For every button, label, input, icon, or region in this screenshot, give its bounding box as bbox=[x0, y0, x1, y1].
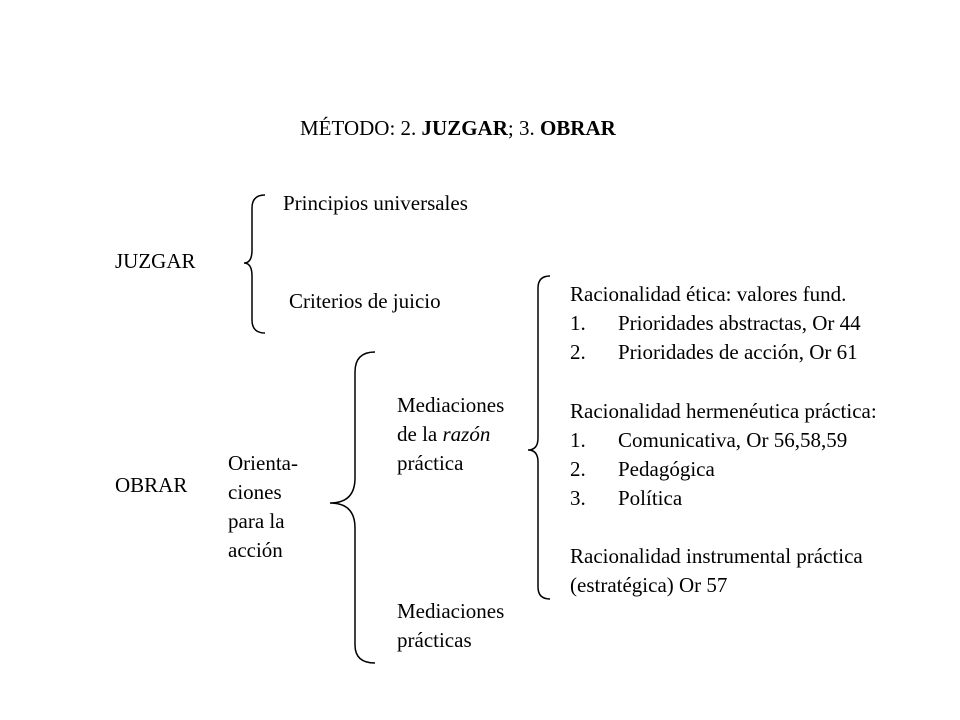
list-item: 3. Política bbox=[570, 486, 683, 510]
list-item: 1. Prioridades abstractas, Or 44 bbox=[570, 311, 861, 335]
mediaciones-razon-line bbox=[397, 420, 490, 449]
orientaciones-brace bbox=[330, 352, 375, 663]
list-item: 2. Prioridades de acción, Or 61 bbox=[570, 340, 858, 364]
criterios-de-juicio: Criterios de juicio bbox=[289, 289, 441, 313]
principios-universales: Principios universales bbox=[283, 191, 468, 215]
orientaciones-line: acción bbox=[228, 538, 283, 562]
mediaciones-practicas-line: Mediaciones bbox=[397, 599, 505, 623]
mediaciones-razon-line: Mediaciones bbox=[397, 393, 505, 417]
racionalidad-hermeneutica-heading: Racionalidad hermenéutica práctica: bbox=[570, 399, 877, 423]
mediaciones-razon-line: práctica bbox=[397, 451, 464, 475]
mediaciones-practicas-line: prácticas bbox=[397, 628, 472, 652]
mediaciones-razon-prefix: de la bbox=[397, 422, 443, 446]
juzgar-label: JUZGAR bbox=[115, 249, 196, 273]
obrar-label: OBRAR bbox=[115, 473, 188, 497]
title-separator: ; 3. bbox=[507, 116, 540, 140]
juzgar-brace bbox=[244, 195, 265, 333]
mediaciones-razon-italic: razón bbox=[442, 422, 491, 446]
title-juzgar: JUZGAR bbox=[421, 116, 508, 140]
orientaciones-line: Orienta- bbox=[228, 451, 298, 475]
racionalidad-instrumental-line: Racionalidad instrumental práctica bbox=[570, 544, 863, 568]
orientaciones-line: para la bbox=[228, 509, 285, 533]
razon-practica-brace bbox=[528, 276, 550, 599]
racionalidad-etica-heading: Racionalidad ética: valores fund. bbox=[570, 282, 847, 306]
title-prefix: MÉTODO: 2. bbox=[300, 116, 422, 140]
list-item: 2. Pedagógica bbox=[570, 457, 715, 481]
title-obrar: OBRAR bbox=[539, 116, 616, 140]
list-item: 1. Comunicativa, Or 56,58,59 bbox=[570, 428, 848, 452]
racionalidad-instrumental-line: (estratégica) Or 57 bbox=[570, 573, 728, 597]
orientaciones-line: ciones bbox=[228, 480, 282, 504]
